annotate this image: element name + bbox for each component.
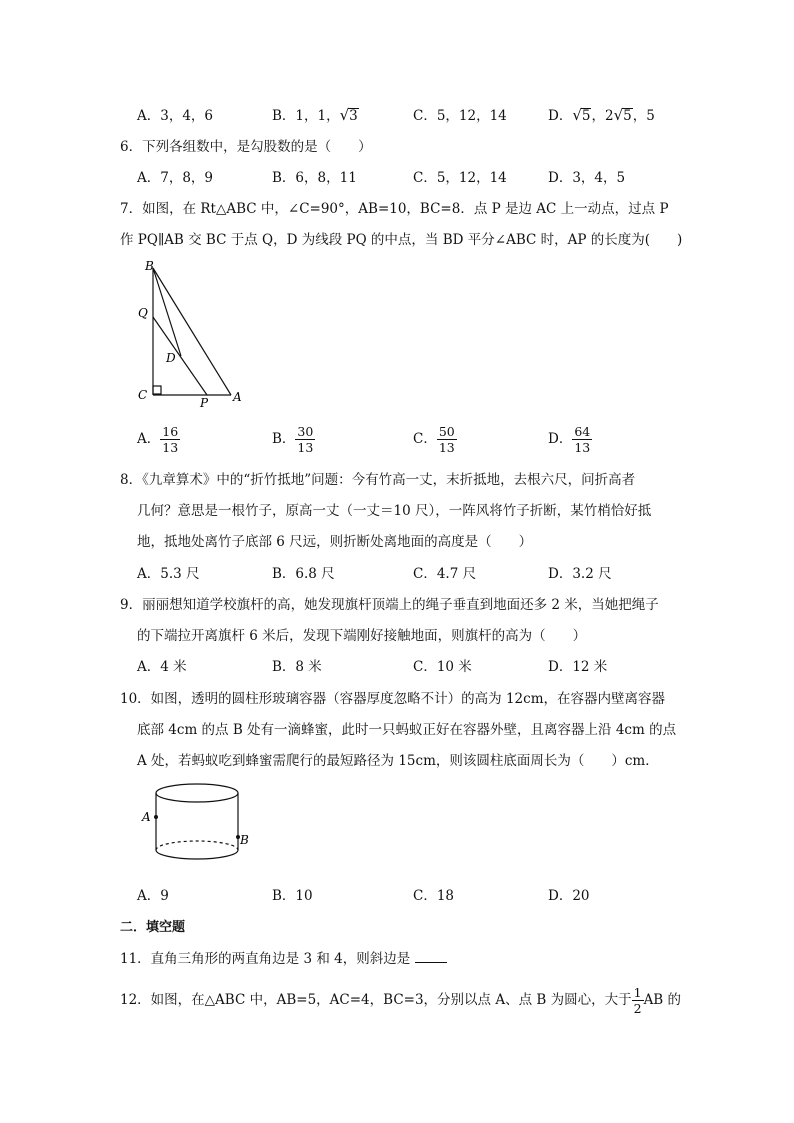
q11-stem: 11．直角三角形的两直角边是 3 和 4，则斜边是 (120, 947, 447, 967)
q5-option-c: C．5，12，14 (413, 108, 507, 124)
q7-option-b: B． $\frac{30}{13}$ (272, 424, 314, 455)
q5-option-a: A．3，4，6 (137, 108, 214, 124)
section-title-fill-in: 二．填空题 (120, 920, 186, 935)
q8-option-a: A．5.3 尺 (137, 566, 200, 582)
q6-option-d: D．3，4，5 (548, 170, 626, 186)
q10-label-a: A (142, 810, 151, 824)
q9-option-d: D．12 米 (548, 659, 608, 675)
q8-option-d: D．3.2 尺 (548, 566, 612, 582)
q8-option-b: B．6.8 尺 (272, 566, 335, 582)
q12-stem: 12．如图，在△ABC 中，AB=5，AC=4，BC=3，分别以点 A、点 B 为圆心，大于 $\frac{1}{2}$ AB 的 (120, 985, 682, 1016)
q10-stem-line1: 10．如图，透明的圆柱形玻璃容器（容器厚度忽略不计）的高为 12cm，在容器内壁离容器 (120, 691, 666, 707)
q7-option-c: C． $\frac{50}{13}$ (413, 424, 455, 455)
q10-stem-line3: A 处，若蚂蚁吃到蜂蜜需爬行的最短路径为 15cm，则该圆柱底面周长为（ ）cm． (137, 753, 659, 769)
q5-option-b: B．1，1，√3 (272, 106, 358, 124)
q6-stem: 6．下列各组数中，是勾股数的是（ ） (120, 139, 372, 155)
q9-stem-line1: 9．丽丽想知道学校旗杆的高，她发现旗杆顶端上的绳子垂直到地面还多 2 米，当她把绳子 (120, 597, 659, 613)
q10-stem-line2: 底部 4cm 的点 B 处有一滴蜂蜜，此时一只蚂蚁正好在容器外壁，且离容器上沿 4cm 的点 (137, 722, 677, 738)
q5-option-d: D．√5，2√5，5 (548, 106, 655, 124)
q8-option-c: C．4.7 尺 (413, 566, 477, 582)
q7-stem-line2: 作 PQ∥AB 交 BC 于点 Q，D 为线段 PQ 的中点，当 BD 平分∠ABC 时，AP 的长度为( ) (120, 232, 683, 248)
q7-label-d: D (166, 351, 176, 365)
q9-option-b: B．8 米 (272, 659, 322, 675)
q11-answer-blank (415, 950, 447, 963)
q10-option-d: D．20 (548, 888, 590, 904)
q6-option-b: B．6，8，11 (272, 170, 357, 186)
q9-option-a: A．4 米 (137, 659, 187, 675)
q7-label-c: C (138, 388, 148, 402)
q5-b-radicand: 3 (349, 108, 358, 124)
q7-option-d: D． $\frac{64}{13}$ (548, 424, 591, 455)
q12-fraction: $\frac{1}{2}$ (633, 985, 642, 1016)
q7-label-p: P (200, 396, 209, 410)
q7-label-q: Q (138, 306, 148, 320)
q7-triangle-figure (130, 255, 260, 410)
q9-option-c: C．10 米 (413, 659, 472, 675)
q7-stem-line1: 7．如图，在 Rt△ABC 中，∠C=90°，AB=10，BC=8．点 P 是边 AC 上一动点，过点 P (120, 201, 669, 217)
q10-option-c: C．18 (413, 888, 455, 904)
q10-option-a: A．9 (137, 888, 169, 904)
q7-label-a: A (233, 390, 242, 404)
q10-cylinder-figure (136, 780, 256, 872)
q10-label-b: B (240, 833, 249, 847)
q10-option-b: B．10 (272, 888, 313, 904)
q7-option-a: A． $\frac{16}{13}$ (137, 424, 179, 455)
q8-stem-line2: 几何？意思是一根竹子，原高一丈（一丈＝10 尺），一阵风将竹子折断，某竹梢恰好抵 (137, 503, 652, 519)
q6-option-a: A．7，8，9 (137, 170, 214, 186)
q6-option-c: C．5，12，14 (413, 170, 507, 186)
q9-stem-line2: 的下端拉开离旗杆 6 米后，发现下端刚好接触地面，则旗杆的高为（ ） (137, 628, 587, 644)
q8-stem-line3: 地，抵地处离竹子底部 6 尺远，则折断处离地面的高度是（ ） (137, 534, 533, 550)
q8-stem-line1: 8．《九章算术》中的“折竹抵地”问题：今有竹高一丈，末折抵地，去根六尺，问折高者 (120, 472, 636, 488)
q7-label-b: B (145, 259, 154, 273)
